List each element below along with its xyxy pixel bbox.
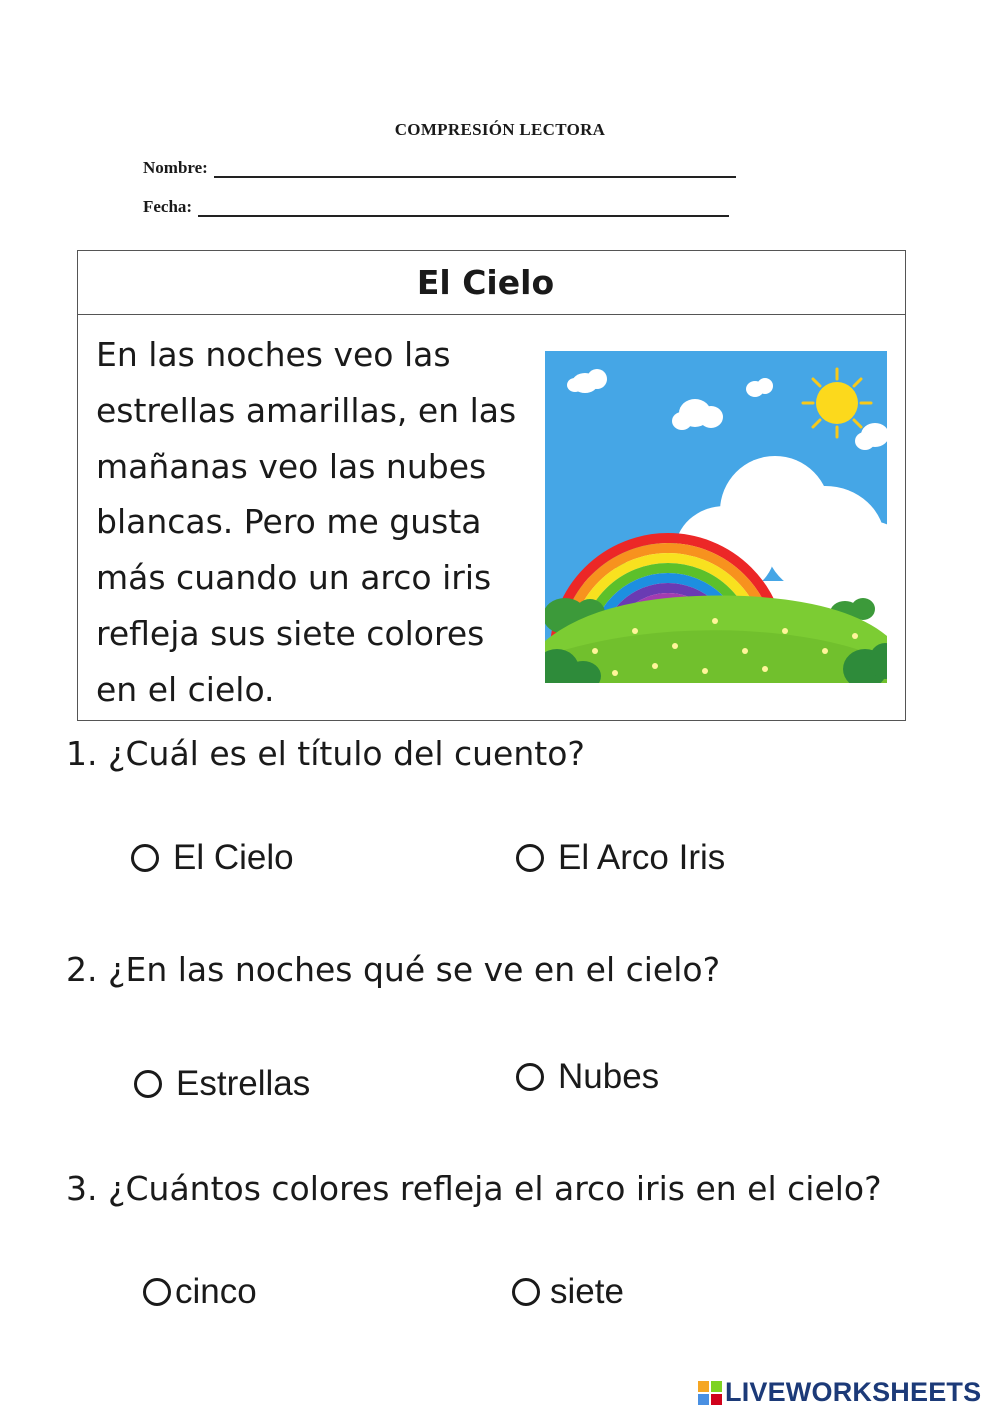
date-field-row	[143, 197, 729, 217]
date-label: Fecha:	[143, 197, 193, 216]
option-label: El Cielo	[173, 838, 294, 877]
q3-option-cinco[interactable]	[143, 1272, 257, 1312]
q3-option-siete[interactable]	[512, 1272, 624, 1312]
option-label: cinco	[175, 1272, 257, 1311]
story-title: El Cielo	[416, 263, 555, 302]
question-2: 2. ¿En las noches qué se ve en el cielo?	[66, 950, 721, 989]
q1-option-el-cielo[interactable]	[131, 838, 294, 878]
option-label: Estrellas	[176, 1064, 311, 1103]
radio-circle-icon[interactable]	[516, 1063, 544, 1091]
radio-circle-icon[interactable]	[134, 1070, 162, 1098]
option-label: Nubes	[558, 1057, 660, 1096]
radio-circle-icon[interactable]	[512, 1278, 540, 1306]
story-text: En las noches veo las estrellas amarillas, en las mañanas veo las nubes blancas. Pero me gusta más cuando un arco iris refleja sus siete colores en el cielo.	[96, 335, 517, 709]
liveworksheets-brand[interactable]	[698, 1377, 981, 1408]
story-title-row	[78, 251, 905, 315]
q2-option-estrellas[interactable]	[134, 1064, 310, 1104]
name-blank-line[interactable]	[214, 160, 736, 178]
q2-option-nubes[interactable]	[516, 1057, 659, 1097]
rainbow-landscape-illustration	[545, 351, 887, 683]
liveworksheets-logo-icon	[698, 1381, 722, 1405]
question-1: 1. ¿Cuál es el título del cuento?	[66, 734, 585, 773]
question-3: 3. ¿Cuántos colores refleja el arco iris en el cielo?	[66, 1169, 882, 1208]
name-field-row	[143, 158, 736, 178]
name-label: Nombre:	[143, 158, 208, 177]
radio-circle-icon[interactable]	[131, 844, 159, 872]
option-label: El Arco Iris	[558, 838, 726, 877]
option-label: siete	[550, 1272, 624, 1311]
date-blank-line[interactable]	[198, 199, 729, 217]
q1-option-el-arco-iris[interactable]	[516, 838, 725, 878]
radio-circle-icon[interactable]	[143, 1278, 171, 1306]
radio-circle-icon[interactable]	[516, 844, 544, 872]
worksheet-heading: COMPRESIÓN LECTORA	[394, 120, 606, 139]
brand-text: LIVEWORKSHEETS	[725, 1377, 982, 1407]
story-box	[77, 250, 906, 721]
